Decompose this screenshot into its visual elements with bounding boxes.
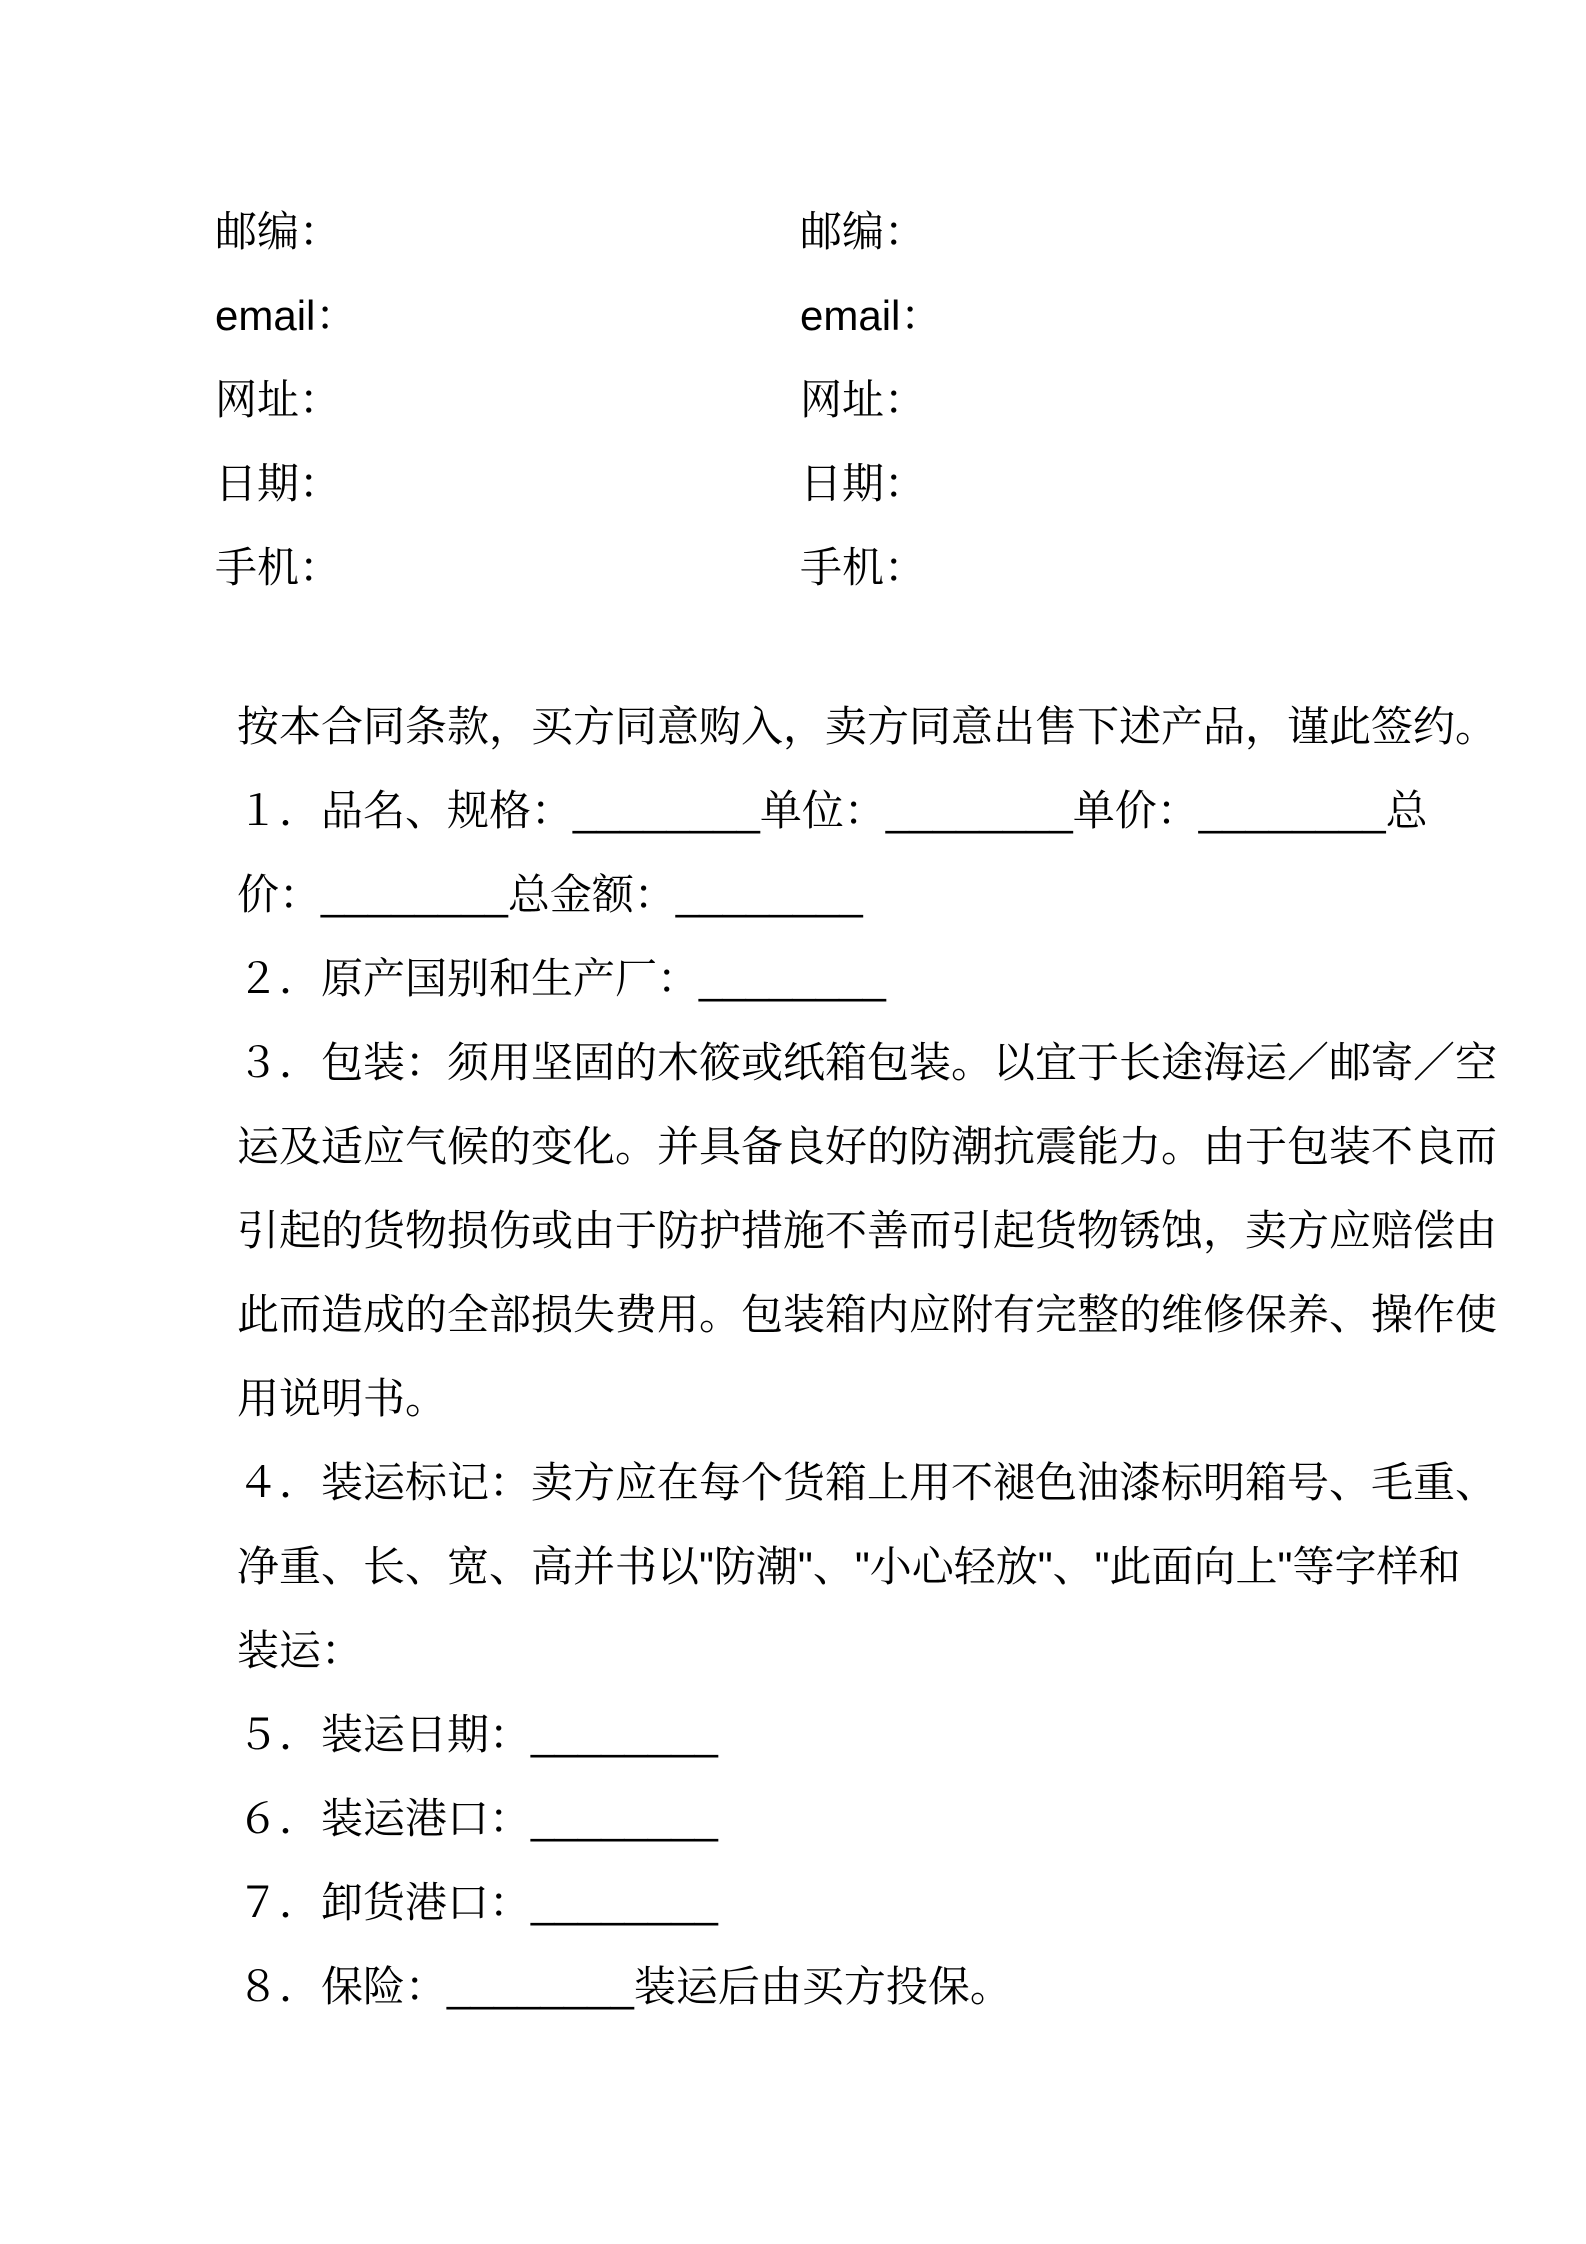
- contact-right-column: [800, 190, 1400, 610]
- term4-shipping-mark-line2: 净重、长、宽、高并书以"防潮"、"小心轻放"、"此面向上"等字样和: [237, 1543, 1461, 1590]
- term4-shipping-mark-line3: 装运：: [237, 1627, 364, 1674]
- term2-origin-and-manufacturer: ２．原产国别和生产厂：________: [237, 955, 886, 1002]
- term7-discharge-port: ７．卸货港口：________: [237, 1879, 718, 1926]
- term4-shipping-mark-line1: ４．装运标记：卖方应在每个货箱上用不褪色油漆标明箱号、毛重、: [237, 1459, 1498, 1506]
- date-label-right: 日期：: [800, 460, 927, 507]
- term6-loading-port: ６．装运港口：________: [237, 1795, 718, 1842]
- contact-info-section: [0, 0, 1586, 610]
- website-label-right: 网址：: [800, 376, 927, 423]
- term8-insurance: ８．保险：________装运后由买方投保。: [237, 1963, 1012, 2010]
- postal-code-label-left: 邮编：: [215, 208, 342, 255]
- mobile-label-left: 手机：: [215, 544, 342, 591]
- date-label-left: 日期：: [215, 460, 342, 507]
- term1-product-spec-line2: 价：________总金额：________: [237, 871, 863, 918]
- term3-packing-line4: 此而造成的全部损失费用。包装箱内应附有完整的维修保养、操作使: [237, 1291, 1498, 1338]
- term3-packing-line1: ３．包装：须用坚固的木筱或纸箱包装。以宜于长途海运／邮寄／空: [237, 1039, 1498, 1086]
- mobile-label-right: 手机：: [800, 544, 927, 591]
- term1-product-spec-line1: １．品名、规格：________单位：________单价：________总: [237, 787, 1428, 834]
- term5-shipment-date: ５．装运日期：________: [237, 1711, 718, 1758]
- term3-packing-line5: 用说明书。: [237, 1375, 448, 1422]
- term3-packing-line2: 运及适应气候的变化。并具备良好的防潮抗震能力。由于包装不良而: [237, 1123, 1498, 1170]
- term3-packing-line3: 引起的货物损伤或由于防护措施不善而引起货物锈蚀，卖方应赔偿由: [237, 1207, 1498, 1254]
- website-label-left: 网址：: [215, 376, 342, 423]
- intro-clause: 按本合同条款，买方同意购入，卖方同意出售下述产品，谨此签约。: [237, 703, 1498, 750]
- email-label-right: email：: [800, 292, 943, 339]
- contract-terms-section: [237, 685, 1498, 2029]
- postal-code-label-right: 邮编：: [800, 208, 927, 255]
- contact-left-column: [215, 190, 800, 610]
- email-label-left: email：: [215, 292, 358, 339]
